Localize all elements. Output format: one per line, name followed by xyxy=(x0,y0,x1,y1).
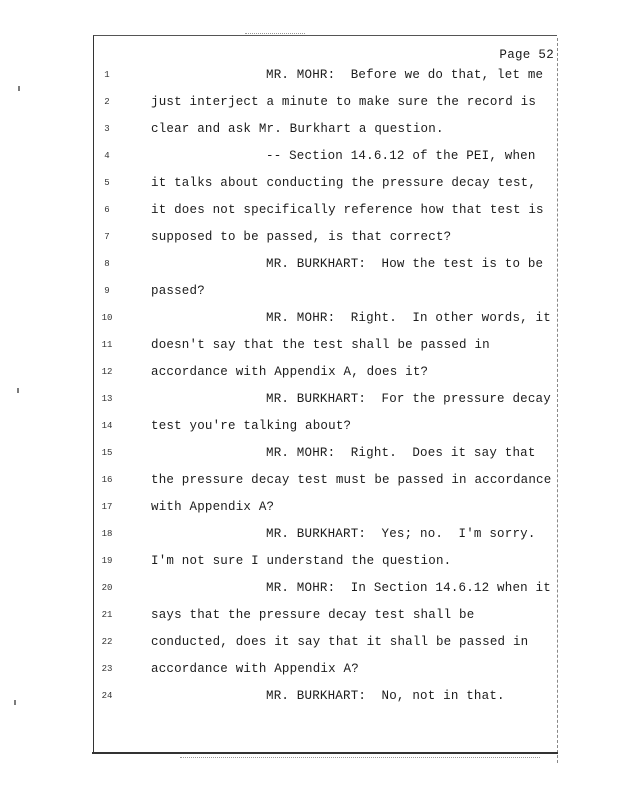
transcript-line xyxy=(0,662,618,682)
line-text: it talks about conducting the pressure decay test, xyxy=(151,176,537,190)
line-text: accordance with Appendix A? xyxy=(151,662,359,676)
line-text: supposed to be passed, is that correct? xyxy=(151,230,452,244)
line-text: -- Section 14.6.12 of the PEI, when xyxy=(266,149,536,163)
transcript-line xyxy=(0,581,618,601)
line-number: 23 xyxy=(101,664,113,674)
transcript-line xyxy=(0,473,618,493)
line-text: it does not specifically reference how that test is xyxy=(151,203,544,217)
line-number: 16 xyxy=(101,475,113,485)
line-text: MR. MOHR: Before we do that, let me xyxy=(266,68,544,82)
transcript-line xyxy=(0,392,618,412)
line-text: conducted, does it say that it shall be passed in xyxy=(151,635,529,649)
line-number: 8 xyxy=(104,259,110,269)
transcript-line xyxy=(0,122,618,142)
transcript-line xyxy=(0,419,618,439)
scan-top-mark xyxy=(245,33,305,34)
line-text: MR. MOHR: Right. Does it say that xyxy=(266,446,536,460)
transcript-line xyxy=(0,365,618,385)
line-number: 18 xyxy=(101,529,113,539)
line-number: 11 xyxy=(101,340,113,350)
scan-bottom-noise xyxy=(180,757,540,758)
line-text: MR. BURKHART: For the pressure decay xyxy=(266,392,551,406)
line-text: test you're talking about? xyxy=(151,419,352,433)
transcript-line xyxy=(0,689,618,709)
line-text: the pressure decay test must be passed in accordance xyxy=(151,473,552,487)
line-number: 17 xyxy=(101,502,113,512)
transcript-line xyxy=(0,446,618,466)
transcript-line xyxy=(0,95,618,115)
line-text: doesn't say that the test shall be passed in xyxy=(151,338,490,352)
line-number: 7 xyxy=(104,232,110,242)
line-text: MR. BURKHART: No, not in that. xyxy=(266,689,505,703)
line-text: I'm not sure I understand the question. xyxy=(151,554,452,568)
line-number: 9 xyxy=(104,286,110,296)
transcript-line xyxy=(0,311,618,331)
line-text: clear and ask Mr. Burkhart a question. xyxy=(151,122,444,136)
page-bottom-edge xyxy=(92,752,558,754)
line-number: 15 xyxy=(101,448,113,458)
line-number: 24 xyxy=(101,691,113,701)
line-text: MR. BURKHART: Yes; no. I'm sorry. xyxy=(266,527,536,541)
line-text: accordance with Appendix A, does it? xyxy=(151,365,429,379)
transcript-line xyxy=(0,608,618,628)
line-number: 13 xyxy=(101,394,113,404)
line-text: with Appendix A? xyxy=(151,500,275,514)
line-text: MR. MOHR: Right. In other words, it xyxy=(266,311,551,325)
transcript-line xyxy=(0,230,618,250)
transcript-line xyxy=(0,527,618,547)
line-number: 12 xyxy=(101,367,113,377)
line-number: 3 xyxy=(104,124,110,134)
line-text: says that the pressure decay test shall be xyxy=(151,608,475,622)
transcript-line xyxy=(0,203,618,223)
line-text: MR. MOHR: In Section 14.6.12 when it xyxy=(266,581,551,595)
transcript-line xyxy=(0,149,618,169)
line-number: 4 xyxy=(104,151,110,161)
line-number: 5 xyxy=(104,178,110,188)
transcript-line xyxy=(0,68,618,88)
transcript-line xyxy=(0,284,618,304)
line-number: 2 xyxy=(104,97,110,107)
transcript-line xyxy=(0,176,618,196)
transcript-line xyxy=(0,257,618,277)
line-text: passed? xyxy=(151,284,205,298)
line-number: 14 xyxy=(101,421,113,431)
line-number: 19 xyxy=(101,556,113,566)
transcript-line xyxy=(0,500,618,520)
line-text: MR. BURKHART: How the test is to be xyxy=(266,257,544,271)
page-number: Page 52 xyxy=(499,48,554,62)
line-number: 1 xyxy=(104,70,110,80)
line-number: 20 xyxy=(101,583,113,593)
line-text: just interject a minute to make sure the record is xyxy=(151,95,537,109)
line-number: 10 xyxy=(101,313,113,323)
transcript-line xyxy=(0,338,618,358)
line-number: 21 xyxy=(101,610,113,620)
line-number: 22 xyxy=(101,637,113,647)
transcript-line xyxy=(0,554,618,574)
transcript-line xyxy=(0,635,618,655)
line-number: 6 xyxy=(104,205,110,215)
